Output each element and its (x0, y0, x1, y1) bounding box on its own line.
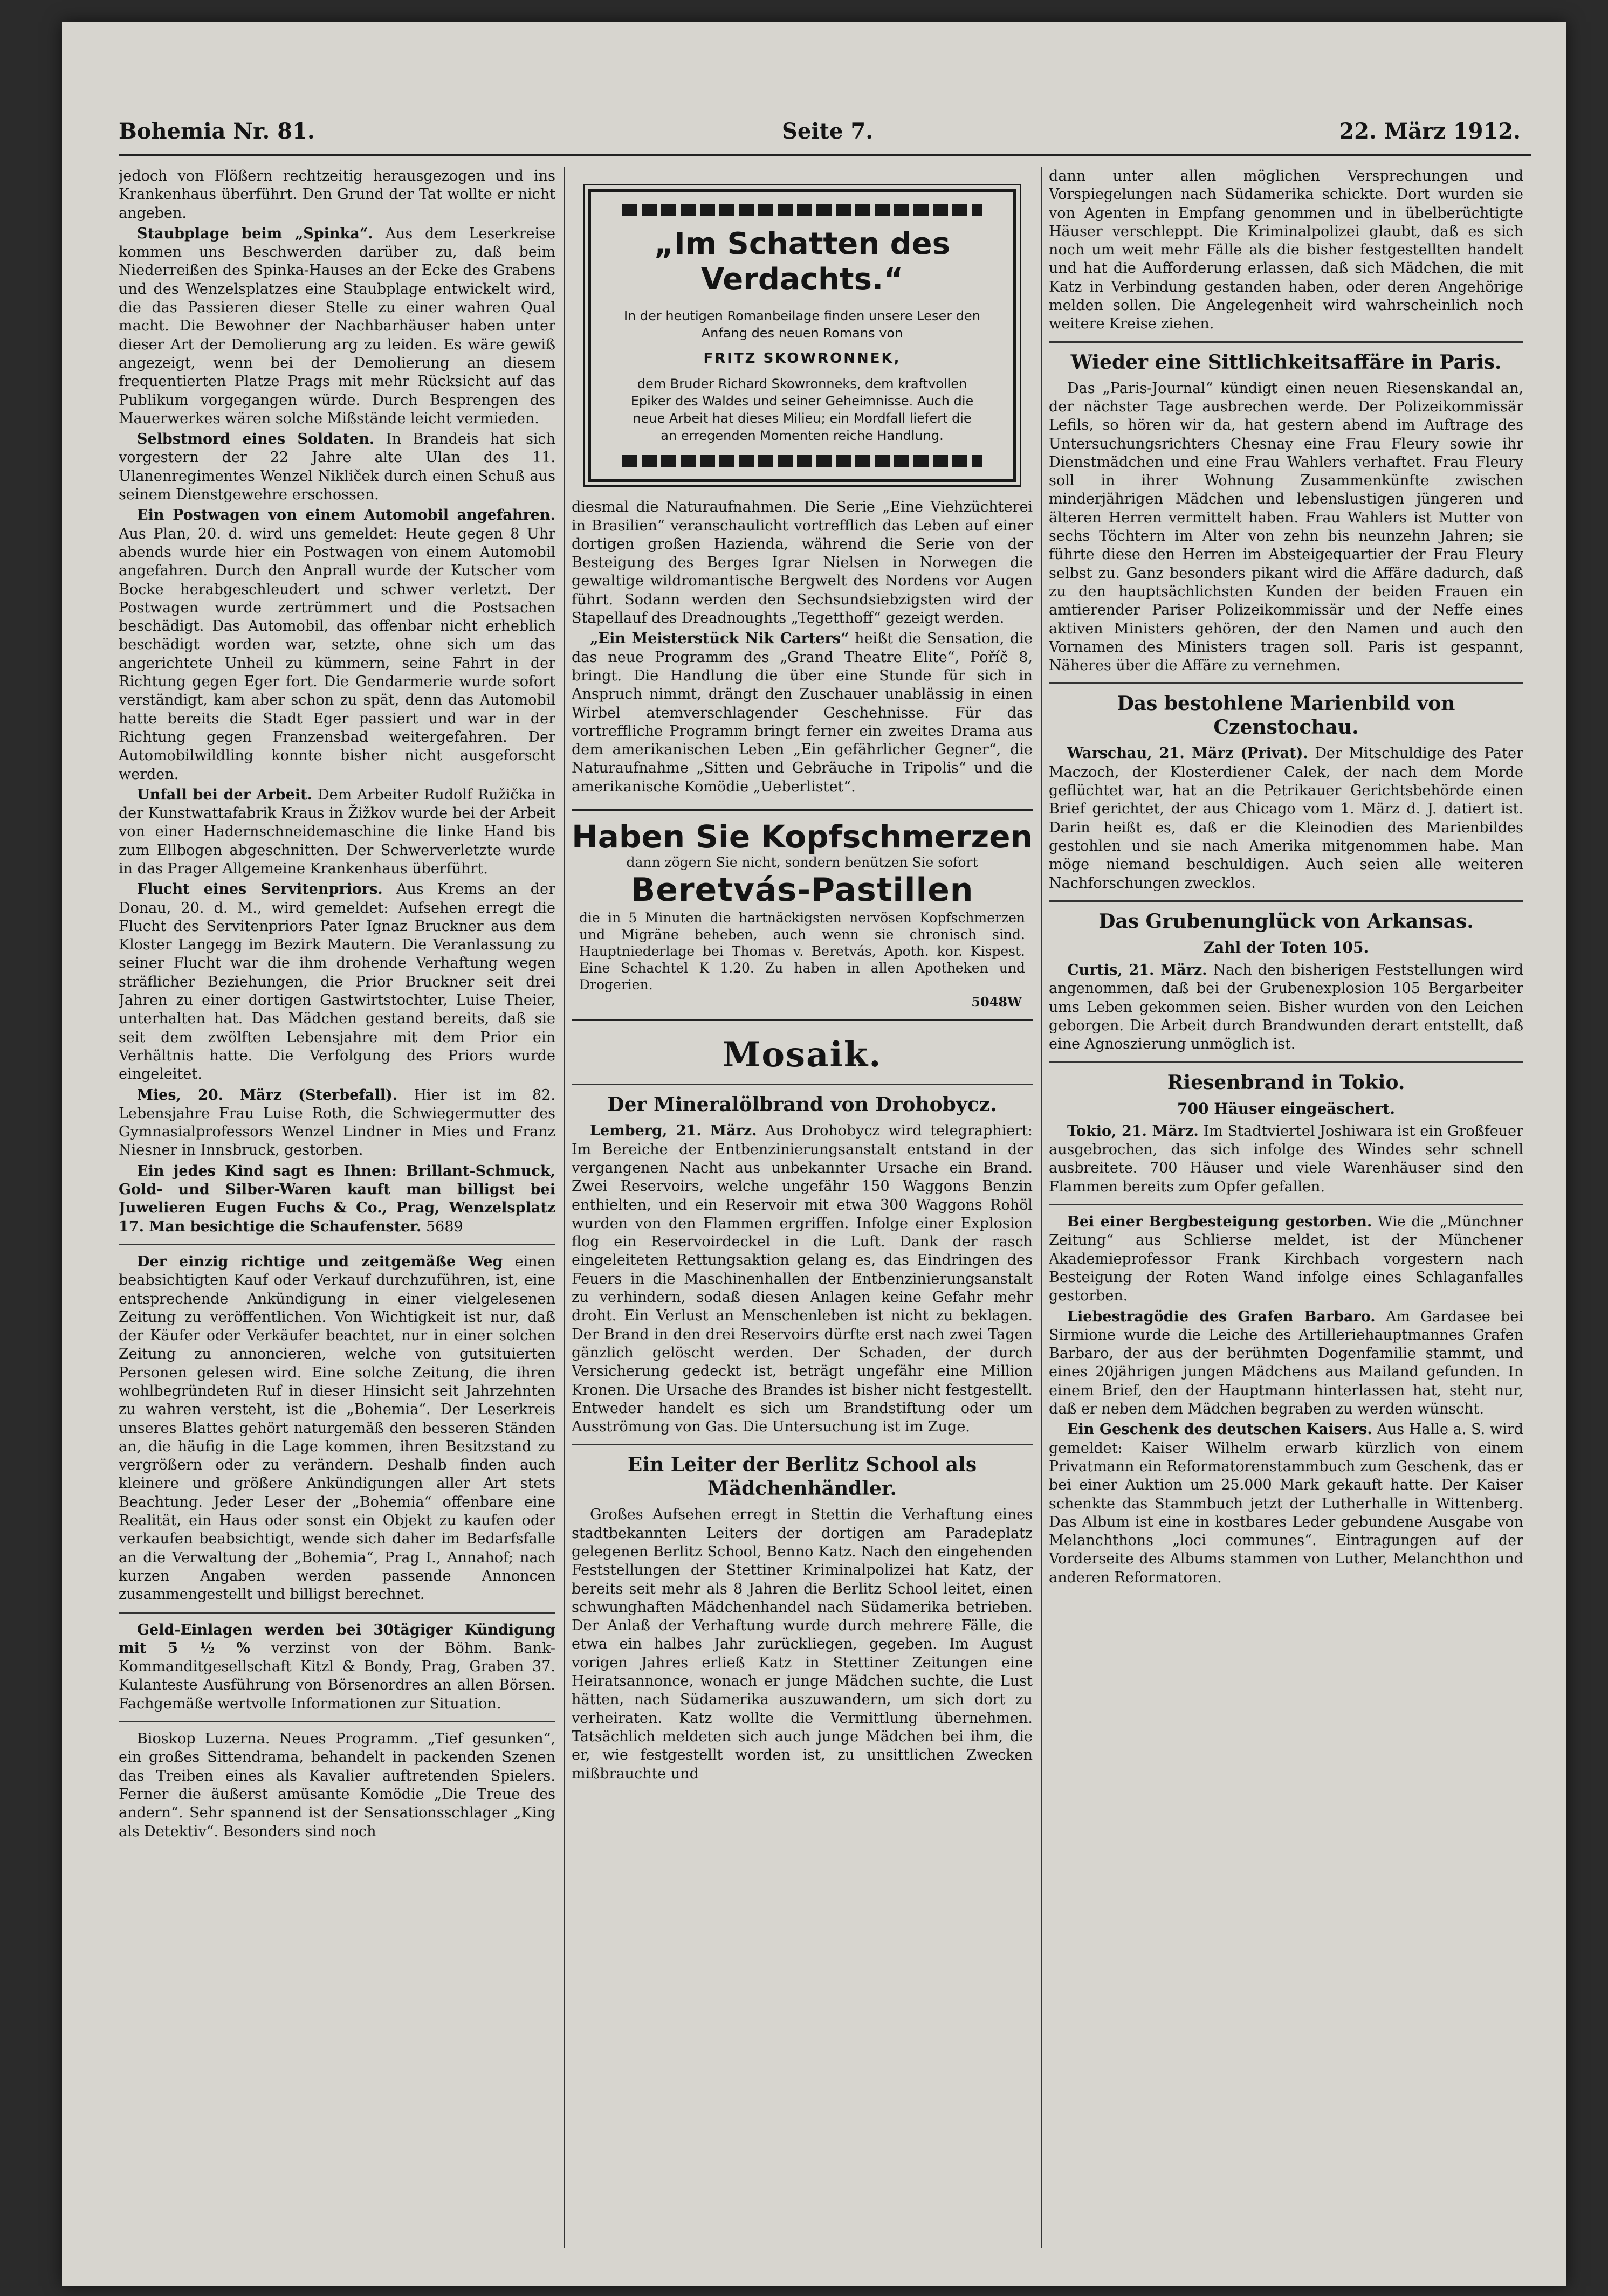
article-title: Das Grubenunglück von Arkansas. (1098, 909, 1474, 933)
item-text: Am Gardasee bei Sirmione wurde die Leiche des Artilleriehauptmannes Grafen Barbaro, der aus der berühmten Dogenfamilie stammt, und eines 20jährigen jungen Mädchens aus Mailand gefunden. In einem Brief, den der Hauptmann hinterlassen hat, steht nur, daß er neben dem Mädchen begraben zu werden wünscht. (1049, 1308, 1523, 1418)
item-text: Dem Arbeiter Rudolf Ružička in der Kunstwattafabrik Kraus in Žižkov wurde bei der Arbeit von einer Hadernschneidemaschine die linke Hand bis zum Ellbogen abgeschnitten. Der Schwerverletzte wurde in das Prager Allgemeine Krankenhaus überführt. (119, 786, 555, 877)
item-heading: Flucht eines Servitenpriors. (137, 881, 383, 898)
ad-code: 5048W (971, 994, 1022, 1010)
article-body (572, 1122, 1033, 1436)
item-heading: Liebestragödie des Grafen Barbaro. (1067, 1308, 1376, 1325)
article-title: Wieder eine Sittlichkeitsaffäre in Paris. (1070, 350, 1502, 374)
jeweler-ad (119, 1162, 555, 1236)
article-title: Riesenbrand in Tokio. (1167, 1071, 1405, 1094)
item-heading: Der einzig richtige und zeitgemäße Weg (137, 1253, 503, 1270)
item-heading: Bei einer Bergbesteigung gestorben. (1067, 1213, 1372, 1231)
item-text: Im Stadtviertel Joshiwara ist ein Großfeuer ausgebrochen, das sich infolge des Windes sehr schnell ausbreitete. 700 Häuser und viele Warenhäuser sind den Flammen bereits zum Opfer gefallen. (1049, 1122, 1523, 1195)
separator (119, 1721, 555, 1722)
section-title: Mosaik. (722, 1035, 882, 1075)
decorative-band (622, 204, 982, 216)
newspaper-page (62, 22, 1566, 2286)
news-item (119, 880, 555, 1084)
ad-text: Ein jedes Kind sagt es Ihnen: Brillant-Schmuck, Gold- und Silber-Waren kauft man billigst bei Juwelieren Eugen Fuchs & Co., Prag, Wenzelsplatz 17. Man besichtige die Schaufenster. (119, 1162, 555, 1235)
dateline: Warschau, 21. März (Privat). (1067, 745, 1308, 762)
article-body (1049, 1122, 1523, 1196)
paragraph: jedoch von Flößern rechtzeitig herausgezogen und ins Krankenhaus überführt. Den Grund der Tat wollte er nicht angeben. (119, 168, 555, 222)
column-2 (572, 167, 1033, 2248)
item-text: Aus Plan, 20. d. wird uns gemeldet: Heute gegen 8 Uhr abends wurde hier ein Postwagen von einem Automobil angefahren. Durch den Anprall wurde der Kutscher vom Bocke herabgeschleudert und schwer verletzt. Der Postwagen wurde zertrümmert und die Postsachen beschädigt. Das Automobil, das offenbar nicht erheblich beschädigt worden war, setzte, ohne sich um das angerichtete Unheil zu kümmern, seine Fahrt in der Richtung gegen Eger fort. Die Gendarmerie wurde sofort verständigt, kam aber schon zu spät, denn das Automobil hatte bereits die Stadt Eger passiert und war in der Richtung gegen Franzensbad weitergefahren. Der Automobilwildling konnte bisher nicht ausgeforscht werden. (119, 525, 555, 783)
bank-ad (119, 1621, 555, 1713)
news-item (1049, 1308, 1523, 1419)
item-text: einen beabsichtigten Kauf oder Verkauf durchzuführen, ist, eine entsprechende Ankündigung in einer vielgelesenen Zeitung zu veröffentlichen. Von Wichtigkeit ist nur, daß der Käufer oder Verkäufer beachtet, nur in einer solchen Zeitung zu annoncieren, welche von gutsituierten Personen gelesen wird. Eine solche Zeitung, die ihren wohlbegründeten Ruf in dieser Hinsicht seit Jahrzehnten zu wahren versteht, ist die „Bohemia“. Der Leserkreis unseres Blattes gehört naturgemäß den besseren Ständen an, die häufig in die Lage kommen, ihren Besitzstand zu vergrößern oder zu verändern. Deshalb finden auch kleinere und größere Ankündigungen aller Art stets Beachtung. Jeder Leser der „Bohemia“ offenbare eine Realität, ein Haus oder sonst ein Objekt zu kaufen oder verkaufen beabsichtigt, wende sich daher im Bedarfsfalle an die Verwaltung der „Bohemia“, Prag I., Annahof; nach kurzen Angaben werden passende Annoncen zusammengestellt und billigst berechnet. (119, 1253, 555, 1603)
dateline: Tokio, 21. März. (1067, 1122, 1199, 1140)
cinema-notice: Bioskop Luzerna. Neues Programm. „Tief gesunken“, ein großes Sittendrama, behandelt in packenden Szenen das Treiben eines als Kavalier auftretenden Spielers. Ferner die äußerst amüsante Komödie „Die Treue des andern“. Sehr spannend ist der Sensationsschlager „King als Detektiv“. Besonders sind noch (119, 1730, 555, 1840)
separator (119, 1612, 555, 1614)
author-name: FRITZ SKOWRONNEK, (703, 350, 901, 367)
news-item (119, 225, 555, 428)
item-text: verzinst von der Böhm. Bank-Kommanditgesellschaft Kitzl & Bondy, Prag, Graben 37. Kulanteste Ausführung von Börsenordres an allen Börsen. Fachgemäße wertvolle Informationen zur Situation. (119, 1639, 555, 1712)
header-rule (119, 154, 1531, 156)
announcement-text: dem Bruder Richard Skowronneks, dem kraftvollen Epiker des Waldes und seiner Geheimnisse. Auch die neue Arbeit hat dieses Milieu; ein Mordfall liefert die an erregenden Momenten reiche Handlung. (630, 376, 974, 444)
item-heading: Mies, 20. März (Sterbefall). (137, 1086, 398, 1104)
article-title: Ein Leiter der Berlitz School als Mädchenhändler. (627, 1453, 977, 1500)
item-heading: Ein Geschenk des deutschen Kaisers. (1067, 1421, 1372, 1438)
dateline: Curtis, 21. März. (1067, 962, 1207, 979)
news-item (119, 430, 555, 504)
article-subtitle: Zahl der Toten 105. (1203, 938, 1369, 956)
article-body (1049, 744, 1523, 892)
news-item (1049, 1213, 1523, 1305)
item-text: In Brandeis hat sich vorgestern der 22 Jahre alte Ulan des 11. Ulanenregimentes Wenzel Nikliček durch einen Schuß aus seinem Dienstgewehre erschossen. (119, 431, 555, 504)
news-item (119, 506, 555, 783)
column-3 (1049, 167, 1523, 2248)
ad-subline: dann zögern Sie nicht, sondern benützen Sie sofort (626, 854, 978, 871)
article-title: Der Mineralölbrand von Drohobycz. (607, 1093, 997, 1116)
dateline: Lemberg, 21. März. (590, 1122, 757, 1140)
novel-announcement-box (588, 189, 1016, 482)
page-number: Seite 7. (782, 119, 874, 144)
item-heading: Selbstmord eines Soldaten. (137, 431, 375, 448)
issue-date: 22. März 1912. (1339, 119, 1521, 144)
item-heading: Ein Postwagen von einem Automobil angefahren. (137, 507, 555, 524)
bohemia-ad (119, 1253, 555, 1604)
news-item (1049, 1421, 1523, 1587)
news-item (119, 786, 555, 878)
item-text: Aus Drohobycz wird telegraphiert: Im Bereiche der Entbenzinierungsanstalt entstand in der vergangenen Nacht aus unbekannter Ursache ein Brand. Zwei Reservoirs, welche ungefähr 150 Waggons Benzin enthielten, und ein Reservoir mit etwa 300 Waggons Rohöl wurden von den Flammen ergriffen. Infolge einer Explosion flog ein Reservoirdeckel in die Luft. Dank der rasch eingeleiteten Rettungsaktion gelang es, das Eindringen des Feuers in die Maschinenhallen der Entbenzinierungsanstalt zu verhindern, sodaß diesen Anlagen keine Gefahr mehr droht. Ein Verlust an Menschenleben ist nicht zu beklagen. Der Brand in den drei Reservoirs dürfte erst nach zwei Tagen gänzlich gelöscht werden. Der Schaden, der durch Versicherung gedeckt ist, beträgt ungefähr eine Million Kronen. Die Ursache des Brandes ist bisher nicht festgestellt. Entweder handelt es sich um Brandstiftung oder um Ausströmung von Gas. Die Untersuchung ist im Zuge. (572, 1122, 1033, 1436)
separator (1049, 682, 1523, 684)
separator (572, 1444, 1033, 1445)
paragraph: dann unter allen möglichen Versprechungen und Vorspiegelungen nach Südamerika schickte. Dort wurden sie von Agenten in Empfang genommen und in übelberüchtigte Häuser verschleppt. Die Kriminalpolizei glaubt, daß es sich noch um weit mehr Fälle als die bisher festgestellten handelt und hat die Aufforderung erlassen, daß sich Mädchen, die mit Katz in Verbindung gestanden haben, oder deren Angehörige melden sollen. Die Angelegenheit wird wahrscheinlich noch weitere Kreise ziehen. (1049, 168, 1523, 333)
ad-headline: Haben Sie Kopfschmerzen (572, 818, 1033, 856)
separator (119, 1244, 555, 1245)
column-1 (119, 167, 555, 2248)
novel-title: „Im Schatten des Verdachts.“ (654, 226, 950, 297)
separator (1049, 341, 1523, 343)
ad-text: die in 5 Minuten die hartnäckigsten nervösen Kopfschmerzen und Migräne beheben, auch wenn sie chronisch sind. Hauptniederlage bei Thomas v. Beretvás, Apoth. kor. Kispest. Eine Schachtel K 1.20. Zu haben in allen Apotheken und Drogerien. (579, 910, 1025, 993)
item-heading: Geld-Einlagen werden bei 30tägiger Kündigung mit 5 ½ % (119, 1621, 555, 1657)
column-divider (564, 167, 565, 2248)
article-body (1049, 961, 1523, 1053)
pastillen-ad (572, 809, 1033, 1021)
article-body: Großes Aufsehen erregt in Stettin die Verhaftung eines stadtbekannten Leiters der dortigen am Paradeplatz gelegenen Berlitz School, Benno Katz. Nach den eingehenden Feststellungen der Stettiner Kriminalpolizei hat Katz, der bereits seit mehr als 8 Jahren die Berlitz School leitet, einen schwunghaften Mädchenhandel nach Südamerika betrieben. Der Anlaß der Verhaftung wurde durch mehrere Fälle, die etwa ein halbes Jahr zurückliegen, gegeben. Im August vorigen Jahres erließ Katz in Stettiner Zeitungen eine Heiratsannonce, wonach er junge Mädchen suchte, die Lust hätten, nach Südamerika auszuwandern, um sich dort zu verheiraten. Katz wollte die Vermittlung übernehmen. Tatsächlich meldeten sich auch junge Mädchen bei ihm, die er, wie festgestellt worden ist, zu unsittlichen Zwecken mißbrauchte und (572, 1506, 1033, 1782)
separator (1049, 900, 1523, 902)
ad-code: 5689 (425, 1218, 463, 1235)
separator (1049, 1061, 1523, 1063)
news-item (572, 630, 1033, 796)
item-heading: „Ein Meisterstück Nik Carters“ (590, 630, 849, 647)
decorative-band (622, 455, 982, 467)
separator (572, 1084, 1033, 1085)
item-text: Hier ist im 82. Lebensjahre Frau Luise Roth, die Schwiegermutter des Gymnasialprofessors Wenzel Lindner in Mies und Franz Niesner in Innsbruck, gestorben. (119, 1086, 555, 1159)
item-text: Aus Krems an der Donau, 20. d. M., wird gemeldet: Aufsehen erregt die Flucht des Servitenpriors Pater Ignaz Bruckner aus dem Kloster Langegg im Bezirk Mautern. Die Veranlassung zu seiner Flucht war die ihm drohende Verhaftung wegen sträflicher Beziehungen, die Prior Bruckner seit drei Jahren zu einer dortigen Gastwirtstochter, Luise Theier, unterhalten hat. Das Mädchen gestand bereits, daß sie seit dem zwölften Lebensjahre mit dem Prior ein Verhältnis hatte. Die Verfolgung des Priors wurde eingeleitet. (119, 881, 555, 1083)
item-text: Der Mitschuldige des Pater Maczoch, der Klosterdiener Calek, der nach dem Morde geflüchtet war, hat an die Petrikauer Gerichtsbehörde einen Brief gerichtet, der aus Chicago vom 1. März d. J. datiert ist. Darin heißt es, daß er die Kleinodien des Marienbildes gestohlen und sie nach Amerika mitgenommen habe. Man möge niemand beschuldigen. Auch seien alle weiteren Nachforschungen zwecklos. (1049, 745, 1523, 892)
separator (1049, 1204, 1523, 1205)
announcement-text: In der heutigen Romanbeilage finden unsere Leser den Anfang des neuen Romans von (623, 308, 981, 341)
item-text: heißt die Sensation, die das neue Programm des „Grand Theatre Elite“, Poříč 8, bringt. Die Handlung die über eine Stunde für sich in Anspruch nimmt, drängt den Zuschauer unablässig in einen Wirbel atemverschlagender Geschehnisse. Für das vortreffliche Programm bringt ferner ein zweites Drama aus dem amerikanischen Leben „Ein gefährlicher Gegner“, die Naturaufnahme „Sitten und Gebräuche in Tripolis“ und die amerikanische Komödie „Ueberlistet“. (572, 630, 1033, 795)
page-header (119, 108, 1531, 156)
article-subtitle: 700 Häuser eingeäschert. (1177, 1099, 1395, 1118)
column-divider (1041, 167, 1042, 2248)
article-title: Das bestohlene Marienbild von Czenstochau. (1117, 692, 1455, 739)
ad-product: Beretvás-Pastillen (630, 871, 974, 909)
item-text: Nach den bisherigen Feststellungen wird angenommen, daß bei der Grubenexplosion 105 Bergarbeiter ums Leben gekommen seien. Bisher wurden von den Leichen geborgen. Die Arbeit durch Brandwunden derart entstellt, daß eine Agnoszierung unmöglich ist. (1049, 962, 1523, 1053)
item-heading: Staubplage beim „Spinka“. (137, 225, 373, 242)
article-body: Das „Paris-Journal“ kündigt einen neuen Riesenskandal an, der nächster Tage ausbrechen werde. Der Polizeikommissär Lefils, so hören wir da, hat gestern abend im Auftrage des Untersuchungsrichters Chesnay eine Frau Fleury sowie ihr Dienstmädchen und eine Frau Wahlers verhaftet. Frau Fleury soll in ihrer Wohnung Zusammenkünfte zwischen minderjährigen Mädchen und lebenslustigen jüngeren und älteren Herren vermittelt haben. Frau Wahlers ist Mutter von sechs Töchtern im Alter von zehn bis neunzehn Jahren; sie führte diese den Herren im Absteigequartier der Frau Fleury selbst zu. Ganz besonders pikant wird die Affäre dadurch, daß zu den hauptsächlichsten Kunden der beiden Frauen ein amtierender Pariser Polizeikommissär und der Neffe eines aktiven Ministers gehören, der den Namen und auch den Vornamen des Ministers tragen soll. Paris ist gespannt, Näheres über die Affäre zu vernehmen. (1049, 380, 1523, 674)
item-heading: Unfall bei der Arbeit. (137, 786, 312, 803)
masthead-issue: Bohemia Nr. 81. (119, 119, 315, 144)
news-item (119, 1086, 555, 1160)
item-text: Aus Halle a. S. wird gemeldet: Kaiser Wilhelm erwarb kürzlich von einem Privatmann ein Reformatorenstammbuch zum Geschenk, das er bei einer Auktion um 25.000 Mark gekauft hatte. Der Kaiser schenkte das Stammbuch jetzt der Lutherhalle in Wittenberg. Das Album ist eine in kostbares Leder gebundene Ausgabe von Melanchthons „loci communes“. Eintragungen auf der Vorderseite des Albums stammen von Luther, Melanchthon und anderen Reformatoren. (1049, 1421, 1523, 1586)
item-text: Aus dem Leserkreise kommen uns Beschwerden darüber zu, daß beim Niederreißen des Spinka-Hauses an der Ecke des Grabens und des Wenzelsplatzes eine Staubplage entwickelt wird, die das Passieren dieser Stelle zu einer wahren Qual macht. Die Bewohner der Nachbarhäuser haben unter dieser Art der Demolierung arg zu leiden. Es wäre gewiß angezeigt, wenn bei der Demolierung an diesem frequentierten Platze Prags mit mehr Rücksicht auf das Publikum vorgegangen würde. Durch Besprengen des Mauerwerkes wären solche Mißstände leicht vermieden. (119, 225, 555, 427)
paragraph: diesmal die Naturaufnahmen. Die Serie „Eine Viehzüchterei in Brasilien“ veranschaulicht vortrefflich das Leben auf einer dortigen großen Hazienda, während die Serie von der Besteigung des Berges Igrar Nielsen in Norwegen die gewaltige wildromantische Bergwelt des Nordens vor Augen führt. Sodann werden den Sechsundsiebzigsten wird der Stapellauf des Dreadnoughts „Tegetthoff“ gezeigt werden. (572, 499, 1033, 627)
item-text: Wie die „Münchner Zeitung“ aus Schlierse meldet, ist der Münchener Akademieprofessor Frank Kirchbach vorgestern nach Besteigung der Roten Wand infolge eines Schlaganfalles gestorben. (1049, 1213, 1523, 1305)
